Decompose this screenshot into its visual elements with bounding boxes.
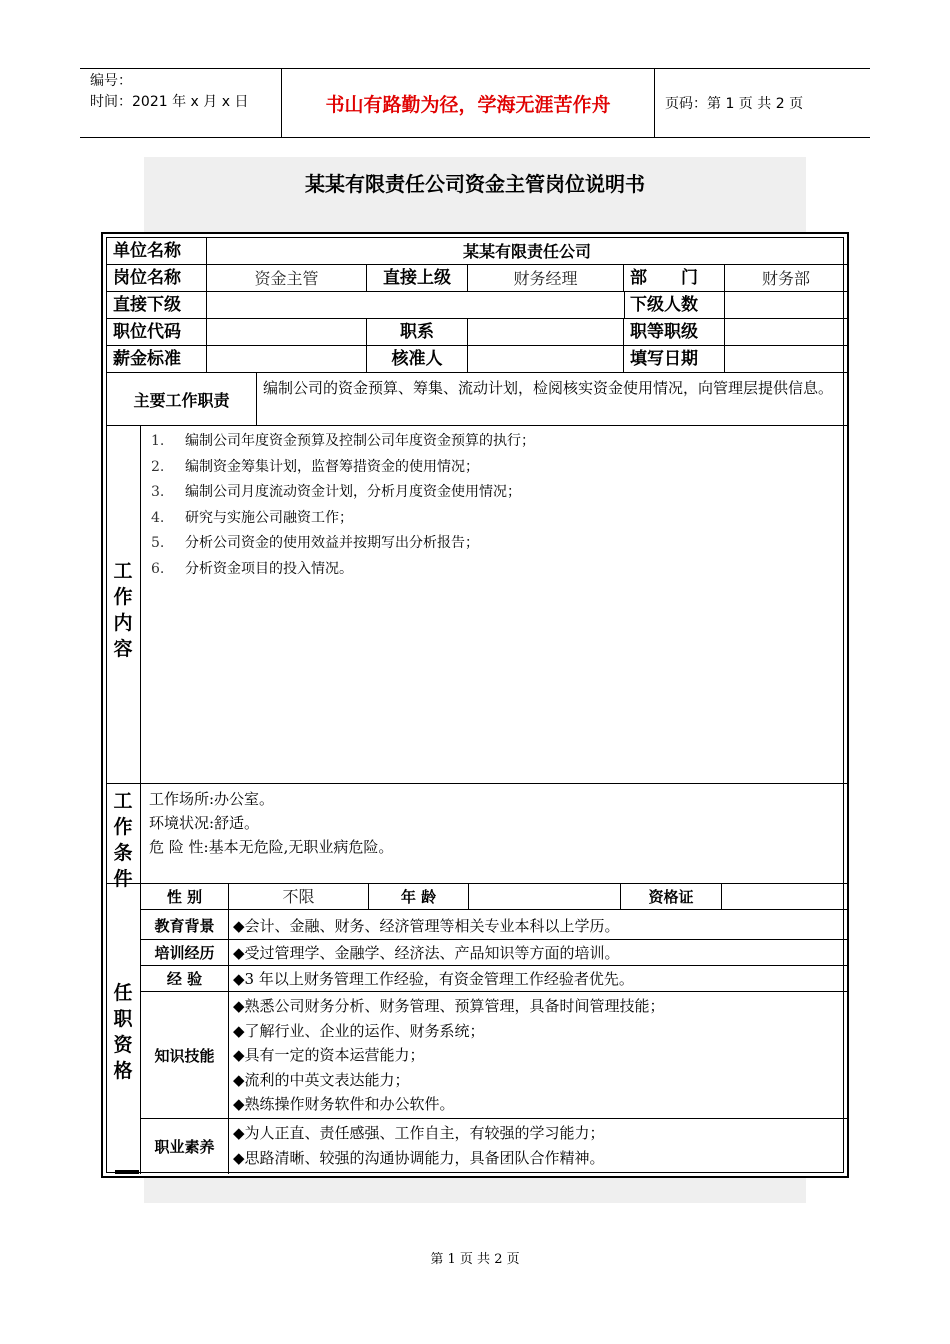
gender-label: 性 别: [141, 884, 229, 910]
conditions-list: [141, 784, 847, 884]
age-label: 年 龄: [369, 884, 469, 910]
duty-text: 编制公司的资金预算、筹集、流动计划，检阅核实资金使用情况，向管理层提供信息。: [257, 373, 847, 426]
superior-value: 财务经理: [468, 265, 624, 292]
item-number: 3.: [151, 484, 165, 500]
work-content-item: [151, 455, 847, 481]
subordinate-label: 直接下级: [107, 292, 207, 319]
work-content-item: [151, 531, 847, 557]
condition-item: 危 险 性:基本无危险,无职业病危险。: [149, 838, 394, 856]
number-label: 编号：: [90, 73, 132, 89]
quality-list: [229, 1119, 847, 1174]
header-motto: 书山有路勤为径，学海无涯苦作舟: [282, 69, 655, 137]
item-number: 4.: [151, 509, 165, 526]
grade-label: 职等职级: [624, 319, 725, 346]
experience-text: ◆3 年以上财务管理工作经验，有资金管理工作经验者优先。: [229, 966, 847, 992]
approver-value: [468, 346, 624, 373]
qualification-label: 任 职 资 格: [113, 982, 133, 1082]
time-label: 时间：2021 年 x 月 x 日: [90, 94, 249, 110]
skill-item: ◆了解行业、企业的运作、财务系统；: [233, 1021, 485, 1040]
position-value: 资金主管: [207, 265, 367, 292]
corner-mark: [115, 1170, 139, 1174]
quality-item: ◆为人正直、责任感强、工作自主，有较强的学习能力；: [233, 1124, 605, 1142]
salary-label: 薪金标准: [107, 346, 207, 373]
position-label: 岗位名称: [107, 265, 207, 292]
skills-label: 知识技能: [141, 992, 229, 1119]
education-label: 教育背景: [141, 910, 229, 940]
code-label: 职位代码: [107, 319, 207, 346]
work-content-item: [151, 480, 847, 506]
work-content-list: [141, 426, 847, 784]
age-value: [469, 884, 621, 910]
sub-count-value: [725, 292, 847, 319]
item-text: 编制公司月度流动资金计划，分析月度资金使用情况；: [185, 484, 521, 500]
item-number: 2.: [151, 458, 165, 475]
conditions-label: 工 作 条 件: [113, 790, 133, 890]
unit-name-value: 某某有限责任公司: [207, 238, 847, 265]
education-text: ◆会计、金融、财务、经济管理等相关专业本科以上学历。: [229, 910, 847, 940]
item-number: 6.: [151, 560, 165, 577]
item-text: 分析公司资金的使用效益并按期写出分析报告；: [185, 535, 479, 551]
condition-item: 环境状况:舒适。: [149, 814, 260, 832]
date-value: [725, 346, 847, 373]
page-header: [80, 68, 870, 138]
cert-label: 资格证: [621, 884, 722, 910]
superior-label: 直接上级: [367, 265, 468, 292]
page-footer: 第 1 页 共 2 页: [430, 1252, 520, 1267]
work-content-item: [151, 506, 847, 532]
skill-item: ◆具有一定的资本运营能力；: [233, 1046, 425, 1065]
training-label: 培训经历: [141, 940, 229, 966]
header-meta: [80, 69, 282, 137]
condition-item: 工作场所:办公室。: [149, 790, 275, 808]
series-value: [468, 319, 624, 346]
skill-item: ◆流利的中英文表达能力；: [233, 1070, 410, 1089]
quality-label: 职业素养: [141, 1119, 229, 1174]
dept-value: 财务部: [725, 265, 847, 292]
skill-item: ◆熟悉公司财务分析、财务管理、预算管理，具备时间管理技能；: [233, 997, 665, 1015]
item-number: 1.: [151, 433, 165, 449]
gender-value: 不限: [229, 884, 369, 910]
item-text: 分析资金项目的投入情况。: [185, 560, 353, 577]
work-content-label: 工 作 内 容: [113, 560, 133, 660]
item-number: 5.: [151, 535, 165, 551]
duty-label: 主要工作职责: [133, 390, 230, 410]
work-content-item: [151, 557, 847, 583]
header-page-info: 页码：第 1 页 共 2 页: [665, 96, 804, 112]
training-text: ◆受过管理学、金融学、经济法、产品知识等方面的培训。: [229, 940, 847, 966]
table-inner: [106, 237, 844, 1173]
sub-count-label: 下级人数: [624, 292, 725, 319]
experience-label: 经 验: [141, 966, 229, 992]
series-label: 职系: [367, 319, 468, 346]
job-description-table: [101, 232, 849, 1178]
document-title: 某某有限责任公司资金主管岗位说明书: [305, 172, 645, 196]
code-value: [207, 319, 367, 346]
subordinate-value: [207, 292, 625, 319]
skill-item: ◆熟练操作财务软件和办公软件。: [233, 1095, 455, 1114]
cert-value: [722, 884, 847, 910]
item-text: 编制资金筹集计划，监督筹措资金的使用情况；: [185, 458, 479, 475]
item-text: 研究与实施公司融资工作；: [185, 509, 353, 526]
item-text: 编制公司年度资金预算及控制公司年度资金预算的执行；: [185, 433, 535, 449]
unit-name-label: 单位名称: [113, 241, 181, 261]
approver-label: 核准人: [367, 346, 468, 373]
dept-label: 部 门: [624, 265, 725, 292]
work-content-item: [151, 429, 847, 455]
date-label: 填写日期: [624, 346, 725, 373]
skills-list: [229, 992, 847, 1119]
quality-item: ◆思路清晰、较强的沟通协调能力，具备团队合作精神。: [233, 1149, 605, 1167]
grade-value: [725, 319, 847, 346]
salary-value: [207, 346, 367, 373]
